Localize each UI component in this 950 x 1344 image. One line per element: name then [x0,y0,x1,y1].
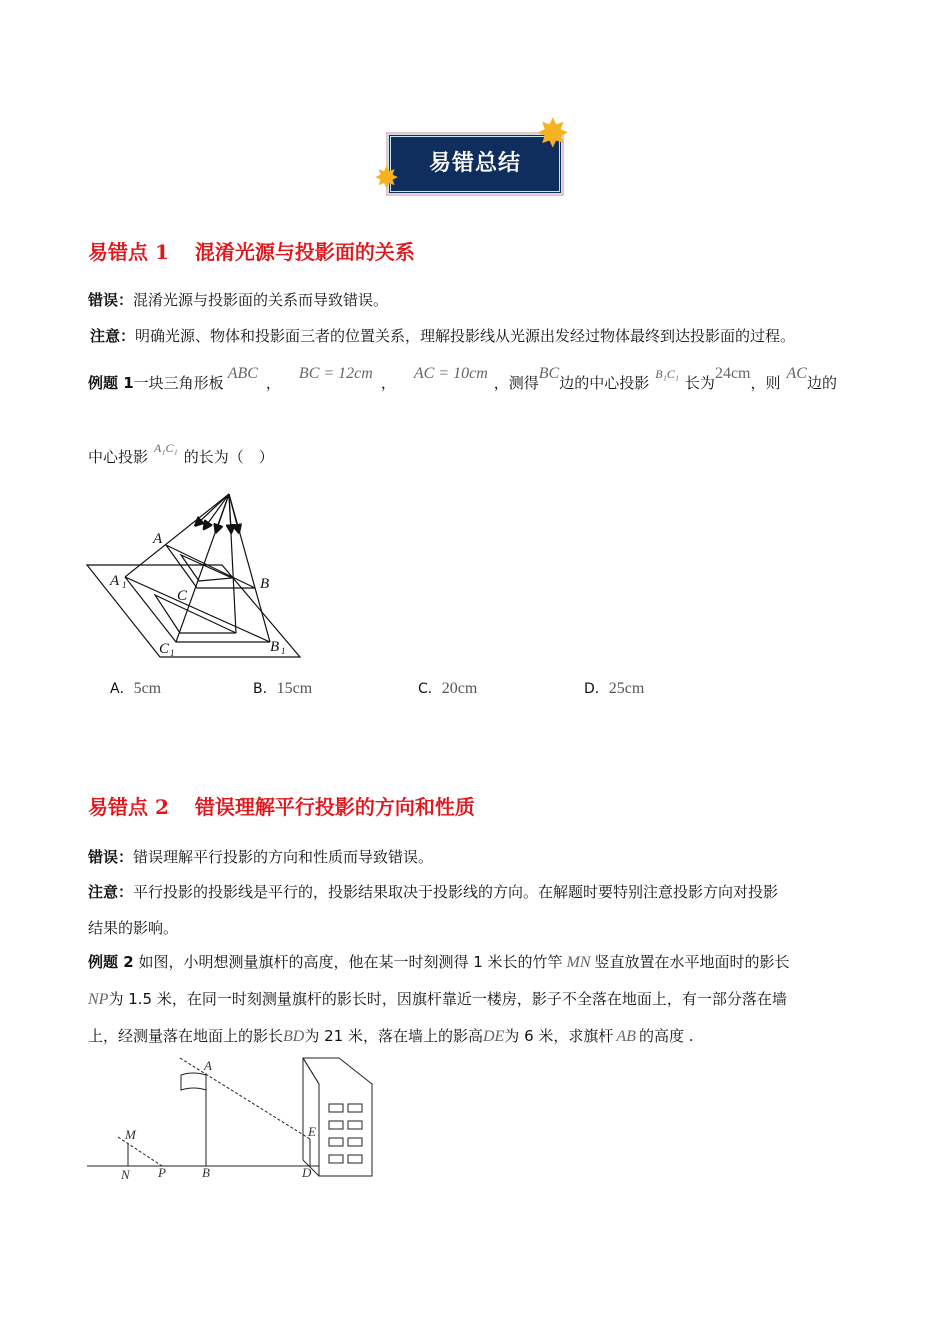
section2-heading: 易错点 2 错误理解平行投影的方向和性质 [88,795,475,819]
section2-note: 注意：平行投影的投影线是平行的，投影结果取决于投影线的方向。在解题时要特别注意投影方向对投影 [88,883,779,901]
section1-note: 注意：明确光源、物体和投影面三者的位置关系，理解投影线从光源出发经过物体最终到达投影面的过程。 [90,327,796,345]
flagpole-shadow-figure [80,1050,380,1185]
label-b: B [260,576,270,592]
example2-line1: 例题 2 如图，小明想测量旗杆的高度，他在某一时刻测得 1 米长的竹竿 MN 竖直放置在水平地面时的影长 [88,953,790,971]
option-b[interactable]: B．15cm [253,680,313,697]
section-banner: 易错总结 [388,134,562,194]
example2-line3: 上，经测量落在地面上的影长BD为 21 米，落在墙上的影高DE为 6 米，求旗杆 AB 的高度 . [88,1027,694,1045]
triangle-abc [166,545,255,588]
option-a[interactable]: A．5cm [110,680,162,697]
label-c1: C [159,641,170,657]
subscript: 1 [281,646,286,656]
central-projection-figure [80,485,310,665]
example2-line2: NP为 1.5 米，在同一时刻测量旗杆的影长时，因旗杆靠近一楼房，影子不全落在地面上，有一部分落在墙 [88,990,787,1008]
label-n: N [121,1167,130,1182]
label-p: P [158,1165,166,1180]
label-m: M [125,1127,136,1142]
flag-icon [181,1073,206,1090]
star-icon: ✸ [536,111,570,157]
label-b1: B [270,639,280,655]
section2-note-cont: 结果的影响。 [88,919,179,937]
option-c[interactable]: C．20cm [418,680,478,697]
section1-error: 错误：混淆光源与投影面的关系而导致错误。 [88,291,389,309]
subscript: 1 [170,648,175,658]
label-e: E [308,1124,316,1139]
label-b: B [202,1165,210,1180]
label-d: D [302,1165,312,1180]
label-a1: A [110,573,120,589]
example1-line2: 中心投影 $^{A_1C_1}$ 的长为（ ） [88,441,274,466]
label-a: A [153,531,163,547]
star-icon: ✸ [374,161,400,196]
label-a: A [204,1058,212,1073]
label-c: C [177,588,188,604]
example1-line1: 例题 1一块三角形板ABC，BC = 12cm，AC = 10cm，测得BC边的中心投影 $^{B_1C_1}$ 长为24cm，则AC边的 [88,365,837,392]
option-d[interactable]: D．25cm [584,680,645,697]
triangle-a1b1c1 [125,577,270,642]
section1-heading: 易错点 1 混淆光源与投影面的关系 [88,240,415,264]
section2-error: 错误：错误理解平行投影的方向和性质而导致错误。 [88,848,434,866]
subscript: 1 [122,580,127,590]
